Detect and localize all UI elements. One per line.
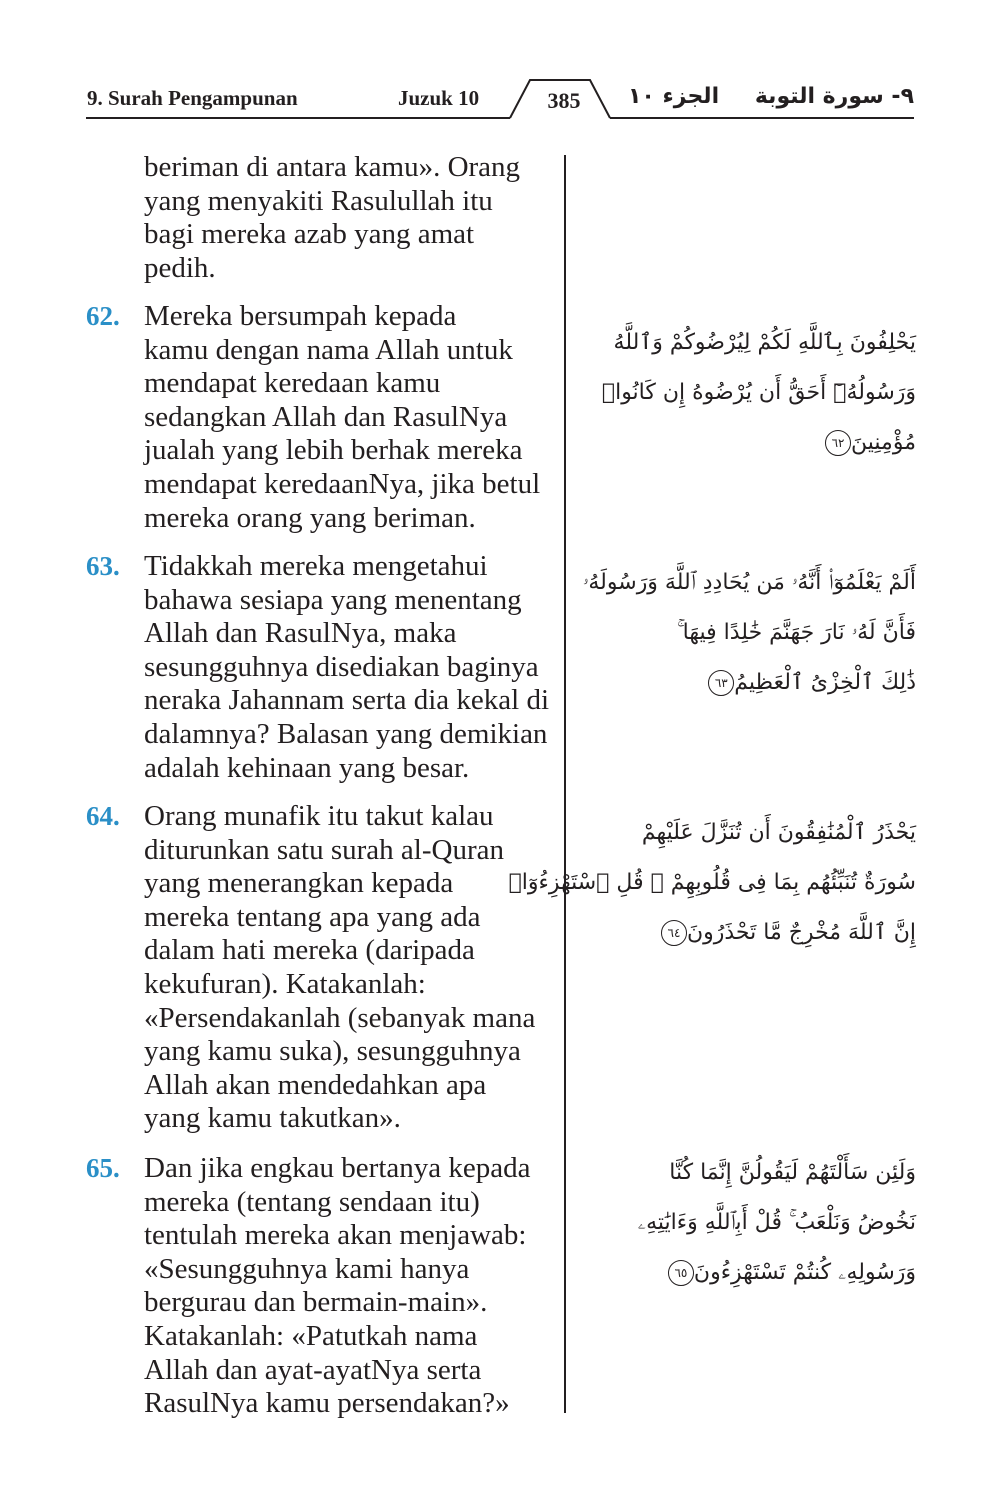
text-line: bagi mereka azab yang amat <box>144 218 475 251</box>
verse-64-arabic <box>508 808 916 958</box>
text-line: bergurau dan bermain-main». <box>144 1286 488 1319</box>
running-title-surah: 9. Surah Pengampunan <box>87 86 298 110</box>
arabic-line: نَخُوضُ وَنَلْعَبُ ۚ قُلْ أَبِٱللَّهِ وَءَايَٰتِهِۦ <box>637 1210 916 1235</box>
text-line: neraka Jahannam serta dia kekal di <box>144 684 550 717</box>
text-line: adalah kehinaan yang besar. <box>144 751 470 784</box>
verse-63-arabic <box>582 558 916 708</box>
verse-64-translation <box>144 800 559 1136</box>
text-line: yang menerangkan kepada <box>144 867 454 900</box>
arabic-line: يَحْلِفُونَ بِٱللَّهِ لَكُمْ لِيُرْضُوكُمْ وَٱللَّهُ <box>613 330 916 355</box>
verse-number-64: 64. <box>86 801 120 831</box>
page-number: 385 <box>547 88 581 113</box>
text-line: tentulah mereka akan menjawab: <box>144 1219 527 1252</box>
header-rule <box>0 0 1000 140</box>
arabic-line <box>586 658 916 708</box>
verse-62-translation <box>144 300 559 535</box>
text-line: mendapat keredaanNya, jika betul <box>144 467 541 500</box>
text-line: Orang munafik itu takut kalau <box>144 800 494 832</box>
arabic-text: مُؤْمِنِينَ <box>851 430 916 455</box>
text-line: kamu dengan nama Allah untuk <box>144 333 513 366</box>
text-line: beriman di antara kamu». Orang <box>144 151 521 183</box>
text-line: mereka tentang apa yang ada <box>144 900 481 933</box>
ayah-end-marker: ٦٣ <box>708 670 734 696</box>
verse-63-translation <box>144 550 559 785</box>
arabic-line: وَرَسُولُهُۥٓ أَحَقُّ أَن يُرْضُوهُ إِن كَانُوا۟ <box>601 380 916 405</box>
intro-text <box>144 151 559 285</box>
text-line: sedangkan Allah dan RasulNya <box>144 400 508 433</box>
text-line: pedih. <box>144 251 216 284</box>
arabic-line <box>586 1248 916 1298</box>
arabic-text: إِنَّ ٱللَّهَ مُخْرِجٌ مَّا تَحْذَرُونَ <box>686 920 916 945</box>
verse-65-translation <box>144 1152 559 1421</box>
column-divider <box>564 155 566 1413</box>
text-line: jualah yang lebih berhak mereka <box>144 434 523 467</box>
arabic-line: وَلَئِن سَأَلْتَهُمْ لَيَقُولُنَّ إِنَّمَا كُنَّا <box>669 1160 916 1185</box>
text-line: mereka orang yang beriman. <box>144 501 476 534</box>
text-line: mereka (tentang sendaan itu) <box>144 1185 480 1218</box>
arabic-line: فَأَنَّ لَهُۥ نَارَ جَهَنَّمَ خَٰلِدًا فِيهَا ۚ <box>677 620 916 645</box>
text-line: bahawa sesiapa yang menentang <box>144 583 522 616</box>
text-line: Allah akan mendedahkan apa <box>144 1068 487 1101</box>
text-line: «Persendakanlah (sebanyak mana <box>144 1001 536 1034</box>
arabic-line: أَلَمْ يَعْلَمُوٓا۟ أَنَّهُۥ مَن يُحَادِدِ ٱللَّهَ وَرَسُولَهُۥ <box>582 570 916 595</box>
text-line: RasulNya kamu persendakan?» <box>144 1387 510 1420</box>
text-line: Katakanlah: «Patutkah nama <box>144 1319 478 1352</box>
verse-65-arabic <box>586 1148 916 1298</box>
text-line: yang menyakiti Rasulullah itu <box>144 184 493 217</box>
text-line: dalam hati mereka (daripada <box>144 934 475 967</box>
text-line: sesungguhnya disediakan baginya <box>144 650 539 683</box>
text-line: yang kamu takutkan». <box>144 1102 401 1135</box>
text-line: mendapat keredaan kamu <box>144 367 441 400</box>
text-line: Tidakkah mereka mengetahui <box>144 550 488 582</box>
text-line: «Sesungguhnya kami hanya <box>144 1252 470 1285</box>
arabic-line <box>586 908 916 958</box>
running-title-juz: Juzuk 10 <box>398 86 480 110</box>
ayah-end-marker: ٦٤ <box>661 920 687 946</box>
text-line: Dan jika engkau bertanya kepada <box>144 1152 531 1184</box>
verse-62-arabic <box>586 318 916 468</box>
text-line: Allah dan RasulNya, maka <box>144 617 457 650</box>
running-title-surah-arabic: ٩- سورة التوبة <box>754 84 914 109</box>
text-line: yang kamu suka), sesungguhnya <box>144 1035 521 1068</box>
arabic-line: يَحْذَرُ ٱلْمُنَٰفِقُونَ أَن تُنَزَّلَ عَلَيْهِمْ <box>641 820 916 845</box>
text-line: Mereka bersumpah kepada <box>144 300 457 332</box>
text-line: kekufuran). Katakanlah: <box>144 967 426 1000</box>
text-line: dalamnya? Balasan yang demikian <box>144 717 548 750</box>
arabic-line: سُورَةٌ تُنَبِّئُهُم بِمَا فِى قُلُوبِهِمْ ۚ قُلِ ٱسْتَهْزِءُوٓا۟ <box>508 870 916 895</box>
verse-number-65: 65. <box>86 1153 120 1183</box>
text-line: Allah dan ayat-ayatNya serta <box>144 1353 482 1386</box>
arabic-line <box>586 418 916 468</box>
verse-number-62: 62. <box>86 301 120 331</box>
arabic-text: ذَٰلِكَ ٱلْخِزْىُ ٱلْعَظِيمُ <box>734 670 916 695</box>
ayah-end-marker: ٦٢ <box>825 430 851 456</box>
ayah-end-marker: ٦٥ <box>668 1260 694 1286</box>
verse-number-63: 63. <box>86 551 120 581</box>
arabic-text: وَرَسُولِهِۦ كُنتُمْ تَسْتَهْزِءُونَ <box>693 1260 916 1285</box>
running-title-juz-arabic: الجزء ١٠ <box>628 84 720 109</box>
text-line: diturunkan satu surah al-Quran <box>144 833 504 866</box>
